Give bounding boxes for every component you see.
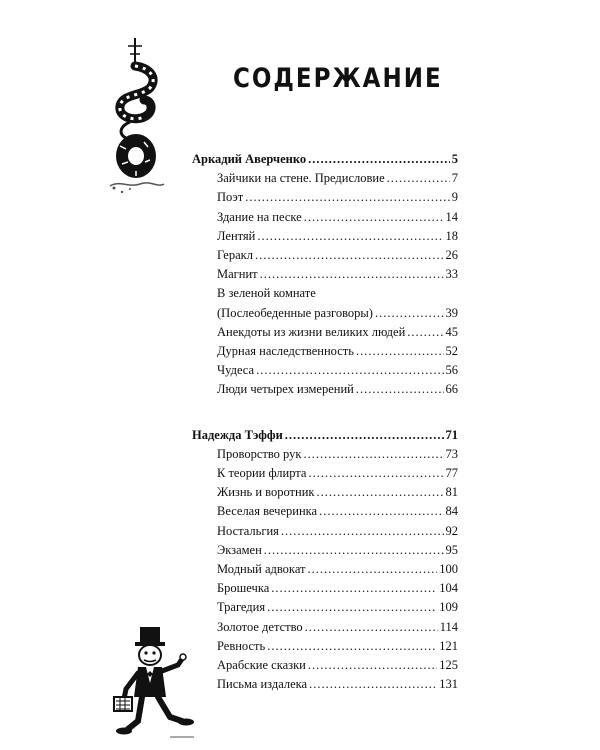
toc-entry[interactable] bbox=[192, 598, 458, 617]
sausage-illustration bbox=[100, 38, 170, 198]
leader-dots bbox=[308, 560, 438, 579]
author-name: Аркадий Аверченко bbox=[192, 152, 307, 166]
toc-entry[interactable] bbox=[192, 323, 458, 342]
page-number: 92 bbox=[445, 523, 458, 538]
leader-dots bbox=[375, 304, 444, 323]
leader-dots bbox=[387, 169, 450, 188]
entry-title: Дурная наследственность bbox=[217, 344, 354, 359]
toc-entry[interactable] bbox=[192, 483, 458, 502]
leader-dots bbox=[264, 541, 444, 560]
leader-dots bbox=[260, 265, 444, 284]
page-number: 121 bbox=[439, 638, 458, 653]
toc-entry[interactable] bbox=[192, 342, 458, 361]
page-number: 45 bbox=[445, 324, 458, 339]
entry-title: Брошечка bbox=[217, 581, 270, 596]
leader-dots bbox=[245, 188, 449, 207]
toc-entry[interactable] bbox=[192, 246, 458, 265]
leader-dots bbox=[304, 208, 444, 227]
leader-dots bbox=[308, 656, 437, 675]
leader-dots bbox=[271, 579, 437, 598]
page-number: 81 bbox=[445, 485, 458, 500]
table-of-contents bbox=[192, 150, 458, 694]
entry-title: Чудеса bbox=[217, 363, 255, 378]
page-number: 100 bbox=[439, 562, 458, 577]
leader-dots bbox=[319, 502, 443, 521]
page-number: 71 bbox=[445, 427, 458, 442]
toc-entry[interactable] bbox=[192, 502, 458, 521]
leader-dots bbox=[309, 675, 437, 694]
leader-dots bbox=[255, 246, 444, 265]
leader-dots bbox=[407, 323, 443, 342]
leader-dots bbox=[256, 361, 443, 380]
entry-title: Модный адвокат bbox=[217, 562, 306, 577]
toc-entry[interactable] bbox=[192, 579, 458, 598]
entry-title: (Послеобеденные разговоры) bbox=[217, 305, 373, 320]
toc-entry[interactable] bbox=[192, 208, 458, 227]
gentleman-illustration bbox=[110, 625, 200, 740]
entry-title: Ревность bbox=[217, 638, 266, 653]
entry-title: Геракл bbox=[217, 248, 253, 263]
leader-dots bbox=[356, 380, 444, 399]
page-number: 95 bbox=[445, 542, 458, 557]
leader-dots bbox=[305, 618, 438, 637]
entry-title: Зайчики на стене. Предисловие bbox=[217, 171, 385, 186]
entry-title: Трагедия bbox=[217, 600, 266, 615]
page-number: 9 bbox=[451, 190, 458, 205]
leader-dots bbox=[285, 426, 444, 445]
page-title: СОДЕРЖАНИЕ bbox=[233, 64, 443, 94]
entry-title: Здание на песке bbox=[217, 209, 302, 224]
page-number: 109 bbox=[439, 600, 458, 615]
toc-entry[interactable] bbox=[192, 560, 458, 579]
toc-author-row[interactable] bbox=[192, 426, 458, 445]
page-number: 125 bbox=[439, 658, 458, 673]
page-number: 77 bbox=[445, 466, 458, 481]
page-number: 39 bbox=[445, 305, 458, 320]
toc-entry[interactable] bbox=[192, 188, 458, 207]
toc-entry[interactable] bbox=[192, 304, 458, 323]
entry-title: Экзамен bbox=[217, 542, 262, 557]
toc-entry[interactable] bbox=[192, 541, 458, 560]
leader-dots bbox=[257, 227, 443, 246]
toc-entry[interactable] bbox=[192, 675, 458, 694]
leader-dots bbox=[316, 483, 443, 502]
page-number: 5 bbox=[451, 152, 458, 166]
page-number: 7 bbox=[451, 171, 458, 186]
toc-entry[interactable] bbox=[192, 265, 458, 284]
page-number: 33 bbox=[445, 267, 458, 282]
toc-entry[interactable] bbox=[192, 445, 458, 464]
leader-dots bbox=[303, 445, 443, 464]
page-number: 84 bbox=[445, 504, 458, 519]
page-number: 66 bbox=[445, 382, 458, 397]
entry-title: Арабские сказки bbox=[217, 658, 306, 673]
entry-title: К теории флирта bbox=[217, 466, 307, 481]
page-number: 104 bbox=[439, 581, 458, 596]
entry-title: Анекдоты из жизни великих людей bbox=[217, 324, 406, 339]
entry-title: Веселая вечеринка bbox=[217, 504, 318, 519]
toc-entry[interactable] bbox=[192, 637, 458, 656]
entry-title: Люди четырех измерений bbox=[217, 382, 354, 397]
toc-entry[interactable] bbox=[192, 464, 458, 483]
leader-dots bbox=[308, 150, 450, 169]
toc-entry[interactable] bbox=[192, 522, 458, 541]
entry-title: Лентяй bbox=[217, 228, 256, 243]
section-spacer bbox=[192, 400, 458, 426]
toc-entry[interactable] bbox=[192, 618, 458, 637]
entry-title: Ностальгия bbox=[217, 523, 279, 538]
leader-dots bbox=[267, 598, 437, 617]
toc-entry[interactable] bbox=[192, 361, 458, 380]
author-name: Надежда Тэффи bbox=[192, 427, 283, 442]
toc-entry[interactable] bbox=[192, 227, 458, 246]
entry-title: Проворство рук bbox=[217, 446, 302, 461]
page-number: 131 bbox=[439, 677, 458, 692]
toc-author-row[interactable] bbox=[192, 150, 458, 169]
entry-title: Письма издалека bbox=[217, 677, 308, 692]
entry-title: Магнит bbox=[217, 267, 258, 282]
leader-dots bbox=[281, 522, 444, 541]
entry-title: Поэт bbox=[217, 190, 244, 205]
toc-entry-first-line[interactable] bbox=[192, 284, 458, 303]
entry-title: Золотое детство bbox=[217, 619, 303, 634]
leader-dots bbox=[308, 464, 443, 483]
toc-entry[interactable] bbox=[192, 380, 458, 399]
page-number: 73 bbox=[445, 446, 458, 461]
toc-entry[interactable] bbox=[192, 169, 458, 188]
page-number: 114 bbox=[439, 619, 458, 634]
page-number: 56 bbox=[445, 363, 458, 378]
page-number: 14 bbox=[445, 209, 458, 224]
entry-title: В зеленой комнате bbox=[217, 286, 316, 301]
toc-entry[interactable] bbox=[192, 656, 458, 675]
page-number: 26 bbox=[445, 248, 458, 263]
entry-title: Жизнь и воротник bbox=[217, 485, 315, 500]
leader-dots bbox=[356, 342, 444, 361]
leader-dots bbox=[267, 637, 437, 656]
page-number: 18 bbox=[445, 228, 458, 243]
page-number: 52 bbox=[445, 344, 458, 359]
